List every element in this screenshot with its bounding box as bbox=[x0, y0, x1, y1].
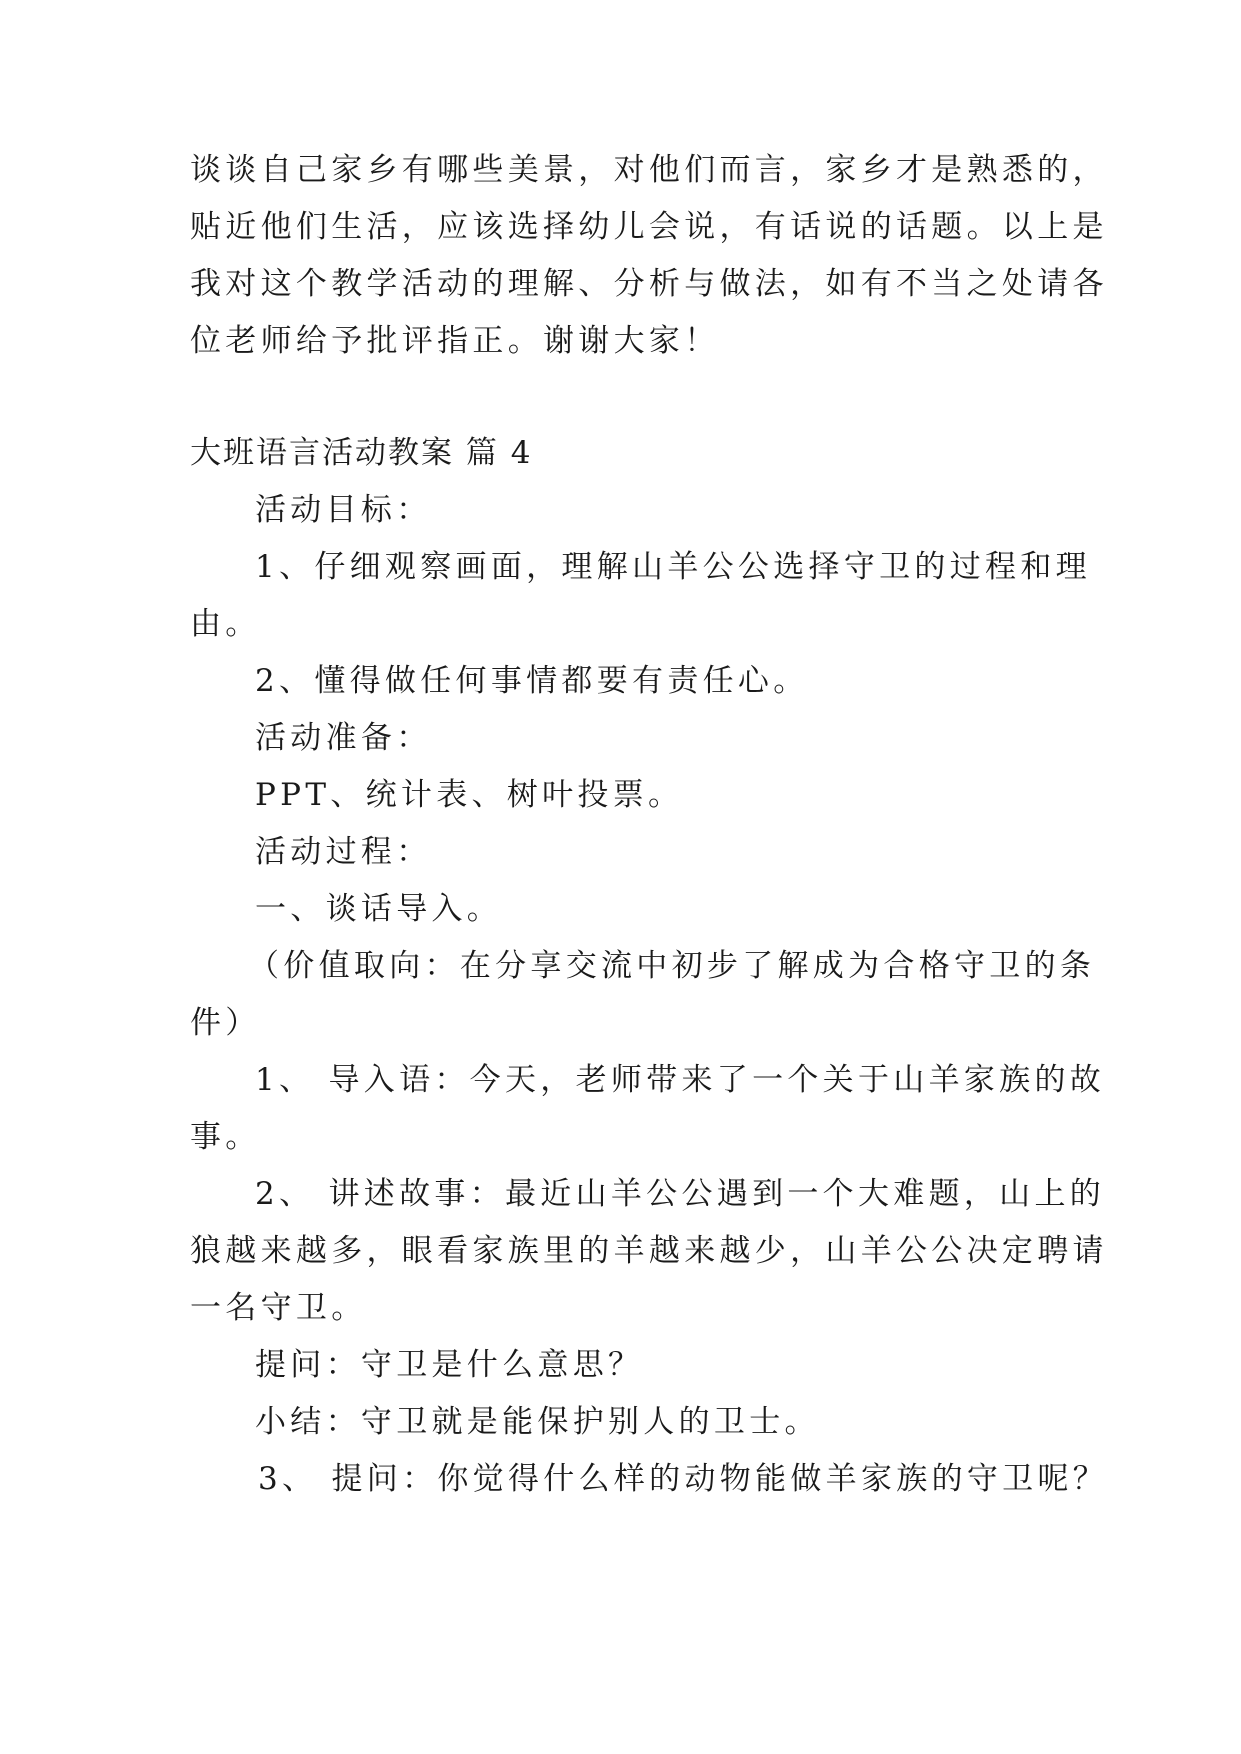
body-line-11: 1、 导入语：今天，老师带来了一个关于山羊家族的故 bbox=[255, 1062, 1106, 1098]
body-line-8: 一、谈话导入。 bbox=[255, 891, 503, 927]
body-line-17: 小结：守卫就是能保护别人的卫士。 bbox=[255, 1404, 820, 1440]
body-line-3: 由。 bbox=[190, 606, 261, 642]
body-line-15: 一名守卫。 bbox=[190, 1290, 367, 1326]
body-line-18: 3、 提问：你觉得什么样的动物能做羊家族的守卫呢？ bbox=[258, 1461, 1109, 1497]
body-line-5: 活动准备： bbox=[255, 720, 432, 756]
body-line-7: 活动过程： bbox=[255, 834, 432, 870]
body-line-1: 活动目标： bbox=[255, 492, 432, 528]
body-line-9: （价值取向：在分享交流中初步了解成为合格守卫的条 bbox=[248, 948, 1096, 984]
body-line-16: 提问：守卫是什么意思？ bbox=[255, 1347, 644, 1383]
intro-line-1: 谈谈自己家乡有哪些美景，对他们而言，家乡才是熟悉的， bbox=[190, 152, 1108, 188]
body-line-12: 事。 bbox=[190, 1119, 261, 1155]
section-title: 大班语言活动教案 篇 4 bbox=[190, 435, 533, 471]
body-line-6: PPT、统计表、树叶投票。 bbox=[255, 777, 684, 813]
body-line-13: 2、 讲述故事：最近山羊公公遇到一个大难题，山上的 bbox=[255, 1176, 1106, 1212]
intro-line-2: 贴近他们生活，应该选择幼儿会说，有话说的话题。以上是 bbox=[190, 209, 1108, 245]
body-line-4: 2、懂得做任何事情都要有责任心。 bbox=[255, 663, 809, 699]
body-line-10: 件） bbox=[190, 1005, 261, 1041]
intro-line-4: 位老师给予批评指正。谢谢大家！ bbox=[190, 323, 720, 359]
intro-line-3: 我对这个教学活动的理解、分析与做法，如有不当之处请各 bbox=[190, 266, 1108, 302]
body-line-2: 1、仔细观察画面，理解山羊公公选择守卫的过程和理 bbox=[255, 549, 1091, 585]
body-line-14: 狼越来越多，眼看家族里的羊越来越少，山羊公公决定聘请 bbox=[190, 1233, 1108, 1269]
